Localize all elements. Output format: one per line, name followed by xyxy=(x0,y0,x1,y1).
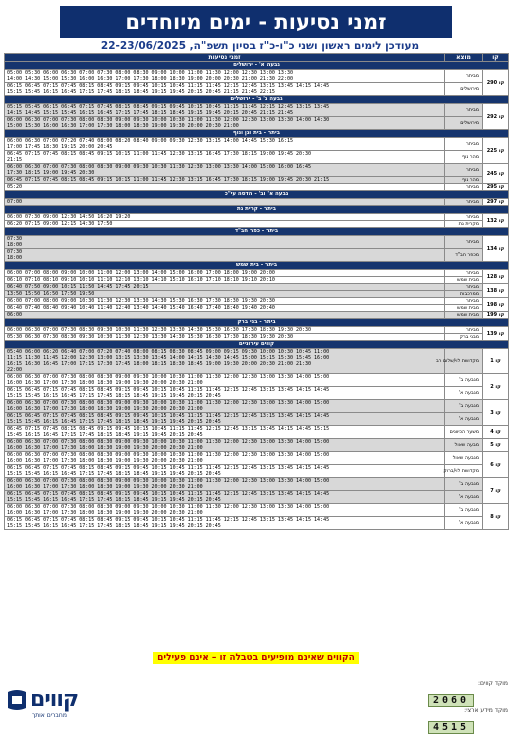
times-line: 17:00 17:45 18:30 19:15 20:00 20:45 xyxy=(7,144,113,150)
section-header-row xyxy=(5,341,509,349)
table-row xyxy=(5,249,509,262)
table-row xyxy=(5,305,509,312)
times-line: 14:15 14:45 15:15 15:45 16:15 16:45 17:15 17:45 18:15 18:45 19:15 19:45 20:15 20:45 21:15 21:45 xyxy=(7,110,293,116)
origin-cell: מגבעה שאול xyxy=(445,452,483,465)
departure-times xyxy=(5,249,445,262)
origin-cell: מבני ברק xyxy=(445,334,483,341)
table-row xyxy=(5,214,509,221)
times-line: 06:00 06:30 07:00 07:30 08:00 08:30 09:00 09:30 10:30 11:30 12:30 13:00 13:30 14:00 15:00 16:00 16:45 xyxy=(7,164,312,170)
table-row xyxy=(5,284,509,291)
times-line: 15:15 15:45 16:15 16:45 17:15 17:45 18:15 18:45 19:15 19:45 20:15 20:45 21:15 21:45 22:15 xyxy=(7,89,275,95)
table-row xyxy=(5,327,509,334)
origin-cell: מביתר xyxy=(445,70,483,83)
origin-cell: מבעה שאול xyxy=(445,439,483,452)
line-number-cell: קו 132 xyxy=(483,214,509,228)
origin-cell: מביתר xyxy=(445,104,483,117)
section-title: גבעה א' - ירושלים xyxy=(5,62,509,70)
times-line: 11:15 11:30 11:45 12:00 12:30 13:00 13:15 13:30 13:45 14:00 14:15 14:30 14:45 15:00 15:15 15:30 15:45 16:00 xyxy=(7,355,330,361)
section-title: גבעה ג' ב' - ירושלים xyxy=(5,96,509,104)
table-row xyxy=(5,478,509,491)
origin-cell: מכפר חב"ד xyxy=(445,249,483,262)
times-line: 16:00 16:30 17:00 17:30 18:00 18:30 19:00 19:30 20:00 20:30 21:00 xyxy=(7,458,203,464)
departure-times xyxy=(5,151,445,164)
line-number-cell: קו 199 xyxy=(483,312,509,319)
sms-label: מוקד מידע ארצי: xyxy=(464,707,508,714)
line-number-cell: קו 198 xyxy=(483,298,509,312)
table-row xyxy=(5,426,509,439)
table-row xyxy=(5,413,509,426)
header-line: קו xyxy=(483,54,509,62)
page-subtitle: מעודכן לימים ראשון ושני כ"ו-כ"ז בסיון תשפ"ה, 22-23/06/2025 xyxy=(100,40,420,52)
times-line: 15:15 15:45 16:15 16:45 17:15 17:45 18:15 18:45 19:15 19:45 20:15 20:45 xyxy=(7,523,221,529)
times-line: 05:30 06:30 07:30 08:30 09:30 10:30 11:30 12:30 13:30 14:30 15:30 16:30 17:30 18:30 19:30 20:30 xyxy=(7,334,293,340)
times-line: 06:15 06:45 07:15 07:45 08:15 08:45 09:15 09:45 10:15 10:45 11:15 11:45 12:15 12:45 13:15 13:45 14:15 14:45 xyxy=(7,387,330,393)
header-times: זמני נסיעות xyxy=(5,54,445,62)
origin-cell: מקדושת לוי/שלום רב xyxy=(445,349,483,374)
table-row xyxy=(5,504,509,517)
times-line: 16:00 16:30 17:00 17:30 18:00 18:30 19:00 19:30 20:00 20:30 21:00 xyxy=(7,406,203,412)
table-row xyxy=(5,138,509,151)
table-row xyxy=(5,312,509,319)
table-row xyxy=(5,349,509,374)
table-row xyxy=(5,177,509,184)
inactive-lines-note xyxy=(0,645,512,664)
kavim-logo xyxy=(6,688,86,722)
times-line: 07:30 xyxy=(7,236,23,242)
section-title: קווים עירוניים xyxy=(5,341,509,349)
section-header-row xyxy=(5,319,509,327)
departure-times xyxy=(5,334,445,341)
table-row xyxy=(5,184,509,191)
times-line: 06:15 06:45 07:15 07:45 08:15 08:45 09:15 09:45 10:15 10:45 11:15 11:45 12:15 12:45 13:15 13:45 14:15 14:45 xyxy=(7,517,330,523)
table-row xyxy=(5,270,509,277)
departure-times xyxy=(5,284,445,291)
origin-cell: מביתר xyxy=(445,284,483,291)
departure-times xyxy=(5,478,445,491)
times-line: 15:45 16:15 16:45 17:15 17:45 18:15 18:45 19:15 19:45 20:15 20:45 xyxy=(7,432,203,438)
times-line: 06:00 07:00 08:00 09:00 10:30 11:30 12:30 13:30 14:30 15:30 16:30 17:30 18:30 19:30 20:30 xyxy=(7,298,275,304)
departure-times xyxy=(5,349,445,374)
departure-times xyxy=(5,504,445,517)
schedule-table xyxy=(4,53,509,530)
departure-times xyxy=(5,312,445,319)
table-row xyxy=(5,334,509,341)
departure-times xyxy=(5,199,445,206)
times-line: 06:45 07:15 07:45 08:15 08:45 09:15 10:15 11:00 11:45 12:30 13:15 16:45 17:30 18:15 19:00 19:45 20:30 21:15 xyxy=(7,177,330,183)
table-row xyxy=(5,298,509,305)
times-line: 16:00 16:30 17:00 17:30 18:00 18:30 19:00 19:30 20:00 20:30 21:00 xyxy=(7,445,203,451)
times-line: 06:20 07:15 09:00 12:15 14:30 17:50 xyxy=(7,221,113,227)
line-number-cell: קו 295 xyxy=(483,184,509,191)
table-row xyxy=(5,104,509,117)
section-header-row xyxy=(5,96,509,104)
times-line: 06:00 06:30 07:00 07:20 07:40 08:00 08:20 08:40 09:00 09:30 12:30 13:15 14:00 14:45 15:30 16:15 xyxy=(7,138,293,144)
table-row xyxy=(5,491,509,504)
times-line: 06:00 06:30 07:00 07:30 08:00 08:30 09:00 09:30 10:00 10:30 11:00 11:30 12:00 12:30 13:00 13:30 14:00 15:00 xyxy=(7,374,330,380)
departure-times xyxy=(5,70,445,83)
departure-times xyxy=(5,517,445,530)
times-line: 06:00 xyxy=(7,312,23,318)
departure-times xyxy=(5,426,445,439)
departure-times xyxy=(5,439,445,452)
times-line: 05:15 05:45 06:15 06:45 07:15 07:45 08:15 08:45 09:15 09:45 10:15 10:45 11:15 11:45 12:15 12:45 13:15 13:45 xyxy=(7,104,330,110)
origin-cell: מבית שמש xyxy=(445,305,483,312)
times-line: 16:00 16:30 17:00 17:30 18:00 18:30 19:00 19:30 20:00 20:30 21:00 xyxy=(7,380,203,386)
departure-times xyxy=(5,221,445,228)
departure-times xyxy=(5,400,445,413)
times-line: 05:20 xyxy=(7,184,23,190)
table-row xyxy=(5,151,509,164)
table-row xyxy=(5,277,509,284)
origin-cell: מגבעה א' xyxy=(445,413,483,426)
line-number-cell: קו 139 xyxy=(483,327,509,341)
times-line: 06:00 06:30 07:00 07:30 08:00 08:30 09:00 09:30 10:00 10:30 11:00 11:30 12:00 12:30 13:00 13:30 14:00 15:00 xyxy=(7,400,330,406)
times-line: 05:40 06:00 06:20 06:40 07:00 07:20 07:40 08:00 08:15 08:30 08:45 09:00 09:15 09:30 10:00 10:30 10:45 11:00 xyxy=(7,349,330,355)
line-number-cell: קו 6 xyxy=(483,452,509,478)
departure-times xyxy=(5,277,445,284)
table-row xyxy=(5,439,509,452)
section-title: ביתר - קרית גת xyxy=(5,206,509,214)
table-row xyxy=(5,387,509,400)
table-row xyxy=(5,83,509,96)
times-line: 06:15 06:45 07:15 07:45 08:15 08:45 09:15 09:45 10:15 10:45 11:15 11:45 12:15 12:45 13:15 13:45 14:15 14:45 xyxy=(7,465,330,471)
times-line: 15:00 15:30 16:00 16:30 17:00 17:30 18:00 18:30 19:00 19:30 20:00 20:30 21:00 xyxy=(7,123,239,129)
times-line: 16:00 16:30 17:00 17:30 18:00 18:30 19:00 19:30 20:00 20:30 21:00 xyxy=(7,510,203,516)
origin-cell: מביתר xyxy=(445,270,483,277)
line-number-cell: קו 5 xyxy=(483,439,509,452)
departure-times xyxy=(5,117,445,130)
departure-times xyxy=(5,104,445,117)
logo-tagline: מחברים אותך xyxy=(32,712,67,719)
line-number-cell: קו 3 xyxy=(483,400,509,426)
table-row xyxy=(5,236,509,249)
origin-cell: מגבעה א' xyxy=(445,387,483,400)
origin-cell: מבית שמש xyxy=(445,312,483,319)
table-row xyxy=(5,452,509,465)
section-header-row xyxy=(5,191,509,199)
origin-cell: מקרית גת xyxy=(445,221,483,228)
origin-cell: מגבעה ב' xyxy=(445,374,483,387)
line-number-cell: קו 138 xyxy=(483,284,509,298)
origin-cell: מגבעה ב' xyxy=(445,504,483,517)
times-line: 16:00 16:30 17:00 17:30 18:00 18:30 19:00 19:30 20:00 20:30 21:00 xyxy=(7,484,203,490)
table-row xyxy=(5,465,509,478)
times-line: 06:00 07:30 09:00 12:30 14:50 16:20 19:20 xyxy=(7,214,131,220)
times-line: 06:45 07:15 07:45 08:15 08:45 09:15 10:15 11:00 11:45 12:30 13:15 16:45 17:30 18:15 19:00 19:45 20:30 xyxy=(7,151,312,157)
departure-times xyxy=(5,138,445,151)
departure-times xyxy=(5,184,445,191)
times-line: 06:10 07:10 08:10 09:10 10:10 11:10 12:10 13:10 14:10 15:10 16:10 17:10 18:10 19:10 20:10 xyxy=(7,277,275,283)
times-line: 06:40 07:50 09:00 10:15 11:50 14:45 17:45 20:15 xyxy=(7,284,149,290)
times-line: 15:15 15:45 16:15 16:45 17:15 17:45 18:15 18:45 19:15 19:45 20:15 20:45 xyxy=(7,419,221,425)
departure-times xyxy=(5,465,445,478)
times-line: 22:00 xyxy=(7,367,23,373)
departure-times xyxy=(5,270,445,277)
times-line: 06:00 06:30 07:00 07:30 08:00 08:30 09:00 09:30 10:00 10:30 11:00 11:30 12:00 12:30 13:00 13:30 14:00 15:00 xyxy=(7,439,330,445)
departure-times xyxy=(5,164,445,177)
departure-times xyxy=(5,83,445,96)
origin-cell: מגבעה ב' xyxy=(445,478,483,491)
times-line: 06:40 07:40 08:40 09:40 10:40 11:40 12:40 13:40 14:40 15:40 16:40 17:40 18:40 19:40 20:40 xyxy=(7,305,275,311)
section-title: ביתר - בני ברק xyxy=(5,319,509,327)
origin-cell: מגבעה ב' xyxy=(445,400,483,413)
section-title: ביתר - בית שמש xyxy=(5,262,509,270)
line-number-cell: קו 290 xyxy=(483,70,509,96)
origin-cell: מביתר xyxy=(445,164,483,177)
departure-times xyxy=(5,177,445,184)
times-line: 06:15 06:45 07:15 07:45 08:15 08:45 09:15 09:45 10:15 10:45 11:15 11:45 12:15 12:45 13:15 13:45 14:15 14:45 xyxy=(7,413,330,419)
origin-cell: מביתר xyxy=(445,199,483,206)
origin-cell: מירושלים xyxy=(445,117,483,130)
times-line: 18:00 xyxy=(7,255,23,261)
section-header-row xyxy=(5,262,509,270)
line-number-cell: קו 2 xyxy=(483,374,509,400)
page-header xyxy=(0,0,512,56)
table-row xyxy=(5,221,509,228)
times-line: 15:15 15:45 16:15 16:45 17:15 17:45 18:15 18:45 19:15 19:45 20:15 20:45 xyxy=(7,393,221,399)
line-number-cell: קו 225 xyxy=(483,138,509,164)
line-number-cell: קו 245 xyxy=(483,164,509,184)
service-codes xyxy=(428,680,508,733)
times-line: 18:00 xyxy=(7,242,23,248)
section-header-row xyxy=(5,228,509,236)
table-header-row xyxy=(5,54,509,62)
departure-times xyxy=(5,491,445,504)
line-number-cell: קו 4 xyxy=(483,426,509,439)
origin-cell: מהר נוף xyxy=(445,151,483,164)
origin-cell: מבית שמש xyxy=(445,277,483,284)
times-line: 15:15 15:45 16:15 16:45 17:15 17:45 18:15 18:45 19:15 19:45 20:15 20:45 xyxy=(7,471,221,477)
times-line: 14:00 14:30 15:00 15:30 16:00 16:30 17:00 17:30 18:00 18:30 19:00 20:00 20:30 21:00 21:30 22:00 xyxy=(7,76,293,82)
origin-cell: מגבעה א' xyxy=(445,517,483,530)
origin-cell: מביתר xyxy=(445,138,483,151)
departure-times xyxy=(5,214,445,221)
times-line: 06:00 07:00 08:00 09:00 10:00 11:00 12:00 13:00 14:00 15:00 16:00 17:00 18:00 19:00 20:00 xyxy=(7,270,275,276)
times-line: 15:15 15:45 16:15 16:45 17:15 17:45 18:15 18:45 19:15 19:45 20:15 20:45 xyxy=(7,497,221,503)
origin-cell: מביתר xyxy=(445,327,483,334)
origin-cell: משער הכיוונים xyxy=(445,426,483,439)
times-line: 06:15 06:45 07:15 07:45 08:15 08:45 09:15 09:45 10:15 10:45 11:15 11:45 12:15 12:45 13:15 13:45 14:15 14:45 xyxy=(7,83,330,89)
departure-times xyxy=(5,452,445,465)
table-row xyxy=(5,291,509,298)
sms-value: 4515 xyxy=(428,721,474,734)
table-row xyxy=(5,517,509,530)
line-number-cell: קו 1 xyxy=(483,349,509,374)
times-line: 06:15 06:45 07:15 07:45 08:15 08:45 09:15 09:45 10:15 10:45 11:15 11:45 12:15 12:45 13:15 13:45 14:15 14:45 xyxy=(7,491,330,497)
line-number-cell: קו 7 xyxy=(483,478,509,504)
departure-times xyxy=(5,291,445,298)
code-label: מוקד קווים: xyxy=(477,680,508,687)
origin-cell: מירושלים xyxy=(445,83,483,96)
line-number-cell: קו 8 xyxy=(483,504,509,530)
departure-times xyxy=(5,298,445,305)
logo-wordmark: קווים xyxy=(30,687,79,712)
origin-cell: מהר נוף xyxy=(445,177,483,184)
origin-cell: מקדושת לוי/ברוק xyxy=(445,465,483,478)
times-line: 06:00 06:30 07:00 07:30 08:00 08:30 09:00 09:30 10:00 10:30 11:00 11:30 12:00 12:30 13:00 13:30 14:00 15:00 xyxy=(7,504,330,510)
times-line: 06:00 06:30 07:00 07:30 08:00 08:30 09:00 09:30 10:00 10:30 11:00 11:30 12:00 12:30 13:00 13:30 14:00 15:00 xyxy=(7,452,330,458)
section-header-row xyxy=(5,62,509,70)
departure-times xyxy=(5,374,445,387)
section-header-row xyxy=(5,206,509,214)
times-line: 06:00 06:30 07:00 07:30 08:00 08:30 09:00 09:30 10:00 10:30 11:00 11:30 12:00 12:30 13:00 13:30 14:00 15:00 xyxy=(7,478,330,484)
table-row xyxy=(5,400,509,413)
departure-times xyxy=(5,236,445,249)
origin-cell: מביתר xyxy=(445,184,483,191)
note-text: הקווים שאינם מופיעים בטבלה זו – אינם פעילים xyxy=(153,652,359,664)
times-line: 05:00 05:30 06:00 06:30 07:00 07:30 08:00 08:30 09:00 10:00 11:00 11:30 12:00 12:30 13:00 13:30 xyxy=(7,70,293,76)
departure-times xyxy=(5,305,445,312)
times-line: 06:45 07:15 07:45 08:15 08:45 09:15 09:45 10:15 10:45 11:15 11:45 12:15 12:45 13:15 13:45 14:15 14:45 15:15 xyxy=(7,426,330,432)
section-title: ביתר - כפר חב"ד xyxy=(5,228,509,236)
times-line: 21:15 xyxy=(7,157,23,163)
logo-swoosh-icon xyxy=(6,688,28,712)
table-row xyxy=(5,164,509,177)
section-title: גבעה א' וב' - הדסה עי"כ xyxy=(5,191,509,199)
table-row xyxy=(5,117,509,130)
times-line: 16:15 16:30 16:45 17:00 17:15 17:30 17:45 18:00 18:15 18:30 18:45 19:00 19:30 20:00 20:30 21:00 21:30 xyxy=(7,361,312,367)
line-number-cell: קו 134 xyxy=(483,236,509,262)
table-row xyxy=(5,374,509,387)
table-row xyxy=(5,199,509,206)
times-line: 13:50 15:50 16:50 17:50 19:50 xyxy=(7,291,95,297)
origin-cell: ממרכבות xyxy=(445,291,483,298)
times-line: 07:30 xyxy=(7,249,23,255)
section-header-row xyxy=(5,130,509,138)
header-from: מוצא xyxy=(445,54,483,62)
line-number-cell: קו 292 xyxy=(483,104,509,130)
times-line: 07:00 xyxy=(7,199,23,205)
times-line: 06:00 06:30 07:00 07:30 08:00 08:30 09:00 09:30 10:00 10:30 11:00 11:30 12:00 12:30 13:00 13:30 14:00 14:30 xyxy=(7,117,330,123)
origin-cell: מביתר xyxy=(445,214,483,221)
times-line: 17:30 18:15 19:00 19:45 20:30 xyxy=(7,170,95,176)
departure-times xyxy=(5,413,445,426)
origin-cell: מגבעה א' xyxy=(445,491,483,504)
page-title: זמני נסיעות - ימים מיוחדים xyxy=(60,6,452,38)
section-title: ביתר - בית וגן ונוף xyxy=(5,130,509,138)
table-row xyxy=(5,70,509,83)
times-line: 06:00 06:30 07:00 07:30 08:30 09:30 10:30 11:30 12:30 13:30 14:30 15:30 16:30 17:30 18:30 19:30 20:30 xyxy=(7,327,312,333)
code-value: 2060 xyxy=(428,694,474,707)
departure-times xyxy=(5,327,445,334)
departure-times xyxy=(5,387,445,400)
line-number-cell: קו 128 xyxy=(483,270,509,284)
origin-cell: מביתר xyxy=(445,298,483,305)
origin-cell: מביתר xyxy=(445,236,483,249)
line-number-cell: קו 297 xyxy=(483,199,509,206)
